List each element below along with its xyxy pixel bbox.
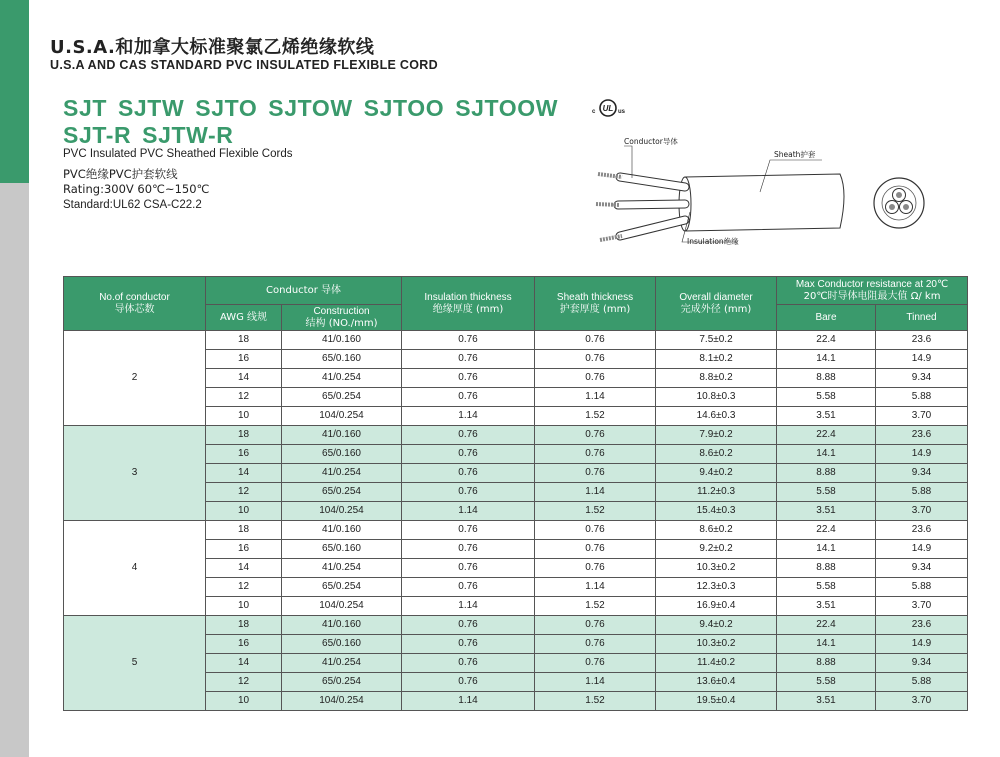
- cell-awg: 16: [206, 445, 282, 464]
- description-cn: PVC绝缘PVC护套软线: [63, 167, 178, 181]
- cell-construction: 41/0.160: [282, 521, 402, 540]
- cell-tinned: 3.70: [876, 692, 968, 711]
- cell-awg: 18: [206, 426, 282, 445]
- cell-construction: 41/0.254: [282, 369, 402, 388]
- page-title-en: U.S.A AND CAS STANDARD PVC INSULATED FLEXIBLE CORD: [50, 58, 438, 72]
- cell-bare: 5.58: [777, 388, 876, 407]
- cell-sheath: 0.76: [535, 559, 656, 578]
- cell-tinned: 5.88: [876, 483, 968, 502]
- cell-sheath: 0.76: [535, 331, 656, 350]
- spec-table: [63, 276, 968, 711]
- cell-diameter: 11.2±0.3: [656, 483, 777, 502]
- table-row: [64, 521, 968, 540]
- cell-construction: 104/0.254: [282, 502, 402, 521]
- cell-awg: 12: [206, 578, 282, 597]
- cell-construction: 65/0.254: [282, 578, 402, 597]
- cable-cross-section-icon: [872, 176, 926, 230]
- cell-construction: 41/0.160: [282, 426, 402, 445]
- cell-insulation: 0.76: [402, 445, 535, 464]
- cell-construction: 41/0.254: [282, 654, 402, 673]
- cell-tinned: 14.9: [876, 635, 968, 654]
- cell-awg: 10: [206, 692, 282, 711]
- cell-bare: 8.88: [777, 654, 876, 673]
- cell-awg: 14: [206, 559, 282, 578]
- cell-diameter: 7.9±0.2: [656, 426, 777, 445]
- cell-diameter: 7.5±0.2: [656, 331, 777, 350]
- cell-diameter: 13.6±0.4: [656, 673, 777, 692]
- cell-insulation: 0.76: [402, 616, 535, 635]
- cell-bare: 3.51: [777, 692, 876, 711]
- cell-insulation: 1.14: [402, 692, 535, 711]
- cell-awg: 12: [206, 483, 282, 502]
- cell-insulation: 0.76: [402, 388, 535, 407]
- cable-diagram: [590, 132, 850, 252]
- cell-insulation: 0.76: [402, 426, 535, 445]
- cell-tinned: 23.6: [876, 521, 968, 540]
- cell-construction: 104/0.254: [282, 692, 402, 711]
- cell-tinned: 14.9: [876, 540, 968, 559]
- cell-construction: 65/0.160: [282, 540, 402, 559]
- label-conductor: Conductor导体: [624, 137, 678, 146]
- cell-diameter: 8.1±0.2: [656, 350, 777, 369]
- cell-sheath: 0.76: [535, 464, 656, 483]
- cell-bare: 22.4: [777, 426, 876, 445]
- cell-sheath: 1.52: [535, 502, 656, 521]
- cell-bare: 22.4: [777, 331, 876, 350]
- cell-insulation: 1.14: [402, 502, 535, 521]
- cell-construction: 65/0.160: [282, 635, 402, 654]
- cell-sheath: 1.14: [535, 388, 656, 407]
- cell-tinned: 9.34: [876, 464, 968, 483]
- cell-awg: 18: [206, 616, 282, 635]
- cell-bare: 8.88: [777, 464, 876, 483]
- cell-sheath: 0.76: [535, 635, 656, 654]
- cell-sheath: 0.76: [535, 654, 656, 673]
- cell-construction: 104/0.254: [282, 597, 402, 616]
- cell-diameter: 14.6±0.3: [656, 407, 777, 426]
- cell-insulation: 0.76: [402, 578, 535, 597]
- cell-bare: 14.1: [777, 350, 876, 369]
- cell-sheath: 0.76: [535, 445, 656, 464]
- cell-cores: 4: [64, 521, 206, 616]
- cell-diameter: 9.2±0.2: [656, 540, 777, 559]
- cell-insulation: 0.76: [402, 540, 535, 559]
- cell-insulation: 0.76: [402, 464, 535, 483]
- cell-bare: 3.51: [777, 597, 876, 616]
- cell-diameter: 10.3±0.2: [656, 559, 777, 578]
- cell-sheath: 1.14: [535, 673, 656, 692]
- cell-diameter: 10.8±0.3: [656, 388, 777, 407]
- header-max-resistance: Max Conductor resistance at 20℃ 20℃时导体电阻最大值 Ω/ km: [777, 277, 968, 305]
- rating-text: Rating:300V 60℃~150℃: [63, 182, 210, 196]
- cell-insulation: 1.14: [402, 597, 535, 616]
- header-construction: Construction 结构 (NO./mm): [282, 305, 402, 331]
- cell-tinned: 5.88: [876, 578, 968, 597]
- cell-diameter: 11.4±0.2: [656, 654, 777, 673]
- cert-c: c: [592, 109, 596, 115]
- cell-sheath: 0.76: [535, 521, 656, 540]
- cell-awg: 12: [206, 388, 282, 407]
- cell-insulation: 0.76: [402, 559, 535, 578]
- cell-construction: 65/0.254: [282, 388, 402, 407]
- cell-insulation: 0.76: [402, 635, 535, 654]
- header-bare: Bare: [777, 305, 876, 331]
- cell-awg: 10: [206, 597, 282, 616]
- cell-tinned: 23.6: [876, 616, 968, 635]
- cell-sheath: 1.14: [535, 483, 656, 502]
- cell-bare: 14.1: [777, 540, 876, 559]
- cell-sheath: 1.52: [535, 597, 656, 616]
- cell-awg: 10: [206, 502, 282, 521]
- label-insulation: Insulation绝缘: [687, 237, 739, 246]
- cell-tinned: 5.88: [876, 388, 968, 407]
- page-title-cn: U.S.A.和加拿大标准聚氯乙烯绝缘软线: [50, 37, 375, 58]
- cell-diameter: 8.6±0.2: [656, 521, 777, 540]
- header-conductor: Conductor 导体: [206, 277, 402, 305]
- label-sheath: Sheath护套: [774, 150, 816, 159]
- cell-bare: 22.4: [777, 616, 876, 635]
- cert-ul: UL: [602, 104, 614, 113]
- cell-construction: 65/0.160: [282, 350, 402, 369]
- spec-table-body: [64, 331, 968, 711]
- cell-awg: 14: [206, 654, 282, 673]
- cell-tinned: 14.9: [876, 350, 968, 369]
- cell-insulation: 1.14: [402, 407, 535, 426]
- cell-construction: 65/0.254: [282, 483, 402, 502]
- header-insulation-thickness: Insulation thickness 绝缘厚度 (mm): [402, 277, 535, 331]
- cell-cores: 5: [64, 616, 206, 711]
- cell-bare: 3.51: [777, 407, 876, 426]
- cell-tinned: 9.34: [876, 559, 968, 578]
- cell-diameter: 9.4±0.2: [656, 616, 777, 635]
- cell-construction: 104/0.254: [282, 407, 402, 426]
- cell-insulation: 0.76: [402, 673, 535, 692]
- cell-bare: 14.1: [777, 445, 876, 464]
- cell-tinned: 9.34: [876, 369, 968, 388]
- cell-bare: 3.51: [777, 502, 876, 521]
- cell-diameter: 15.4±0.3: [656, 502, 777, 521]
- cell-insulation: 0.76: [402, 521, 535, 540]
- cert-us: us: [618, 109, 626, 115]
- cell-insulation: 0.76: [402, 331, 535, 350]
- side-bar-gray: [0, 183, 29, 757]
- standard-text: Standard:UL62 CSA-C22.2: [63, 199, 202, 211]
- table-row: [64, 616, 968, 635]
- cell-bare: 22.4: [777, 521, 876, 540]
- description-en: PVC Insulated PVC Sheathed Flexible Cords: [63, 148, 293, 160]
- table-row: [64, 426, 968, 445]
- cell-construction: 65/0.160: [282, 445, 402, 464]
- cell-sheath: 0.76: [535, 616, 656, 635]
- cell-awg: 16: [206, 540, 282, 559]
- cell-tinned: 5.88: [876, 673, 968, 692]
- cell-bare: 5.58: [777, 673, 876, 692]
- cell-sheath: 0.76: [535, 350, 656, 369]
- cul-us-mark-icon: [590, 96, 630, 122]
- model-list-line2: SJT-R SJTW-R: [63, 122, 234, 148]
- cell-awg: 14: [206, 464, 282, 483]
- cell-sheath: 0.76: [535, 426, 656, 445]
- cell-awg: 10: [206, 407, 282, 426]
- cell-construction: 41/0.254: [282, 559, 402, 578]
- cell-sheath: 1.52: [535, 407, 656, 426]
- header-overall-diameter: Overall diameter 完成外径 (mm): [656, 277, 777, 331]
- cell-cores: 3: [64, 426, 206, 521]
- header-no-conductor: No.of conductor 导体芯数: [64, 277, 206, 331]
- cell-awg: 16: [206, 350, 282, 369]
- cell-insulation: 0.76: [402, 350, 535, 369]
- cell-diameter: 8.6±0.2: [656, 445, 777, 464]
- side-bar-accent: [0, 0, 29, 183]
- cell-diameter: 10.3±0.2: [656, 635, 777, 654]
- cell-tinned: 14.9: [876, 445, 968, 464]
- cell-bare: 8.88: [777, 369, 876, 388]
- cell-diameter: 8.8±0.2: [656, 369, 777, 388]
- cell-bare: 14.1: [777, 635, 876, 654]
- cell-bare: 8.88: [777, 559, 876, 578]
- cell-awg: 14: [206, 369, 282, 388]
- cell-awg: 16: [206, 635, 282, 654]
- cell-awg: 12: [206, 673, 282, 692]
- cell-tinned: 3.70: [876, 502, 968, 521]
- cell-diameter: 16.9±0.4: [656, 597, 777, 616]
- cell-insulation: 0.76: [402, 654, 535, 673]
- model-list-line1: SJT SJTW SJTO SJTOW SJTOO SJTOOW: [63, 95, 559, 121]
- cell-insulation: 0.76: [402, 483, 535, 502]
- header-tinned: Tinned: [876, 305, 968, 331]
- cell-sheath: 0.76: [535, 540, 656, 559]
- cell-diameter: 19.5±0.4: [656, 692, 777, 711]
- cell-tinned: 9.34: [876, 654, 968, 673]
- cell-diameter: 9.4±0.2: [656, 464, 777, 483]
- cell-awg: 18: [206, 331, 282, 350]
- cell-diameter: 12.3±0.3: [656, 578, 777, 597]
- cell-tinned: 23.6: [876, 331, 968, 350]
- cell-awg: 18: [206, 521, 282, 540]
- cell-sheath: 1.14: [535, 578, 656, 597]
- cell-tinned: 3.70: [876, 597, 968, 616]
- cell-construction: 41/0.254: [282, 464, 402, 483]
- cell-construction: 65/0.254: [282, 673, 402, 692]
- cell-tinned: 3.70: [876, 407, 968, 426]
- cell-cores: 2: [64, 331, 206, 426]
- cell-sheath: 0.76: [535, 369, 656, 388]
- cell-construction: 41/0.160: [282, 616, 402, 635]
- cell-insulation: 0.76: [402, 369, 535, 388]
- cell-bare: 5.58: [777, 483, 876, 502]
- cell-construction: 41/0.160: [282, 331, 402, 350]
- table-row: [64, 331, 968, 350]
- cell-sheath: 1.52: [535, 692, 656, 711]
- header-sheath-thickness: Sheath thickness 护套厚度 (mm): [535, 277, 656, 331]
- cell-tinned: 23.6: [876, 426, 968, 445]
- cell-bare: 5.58: [777, 578, 876, 597]
- header-awg: AWG 线规: [206, 305, 282, 331]
